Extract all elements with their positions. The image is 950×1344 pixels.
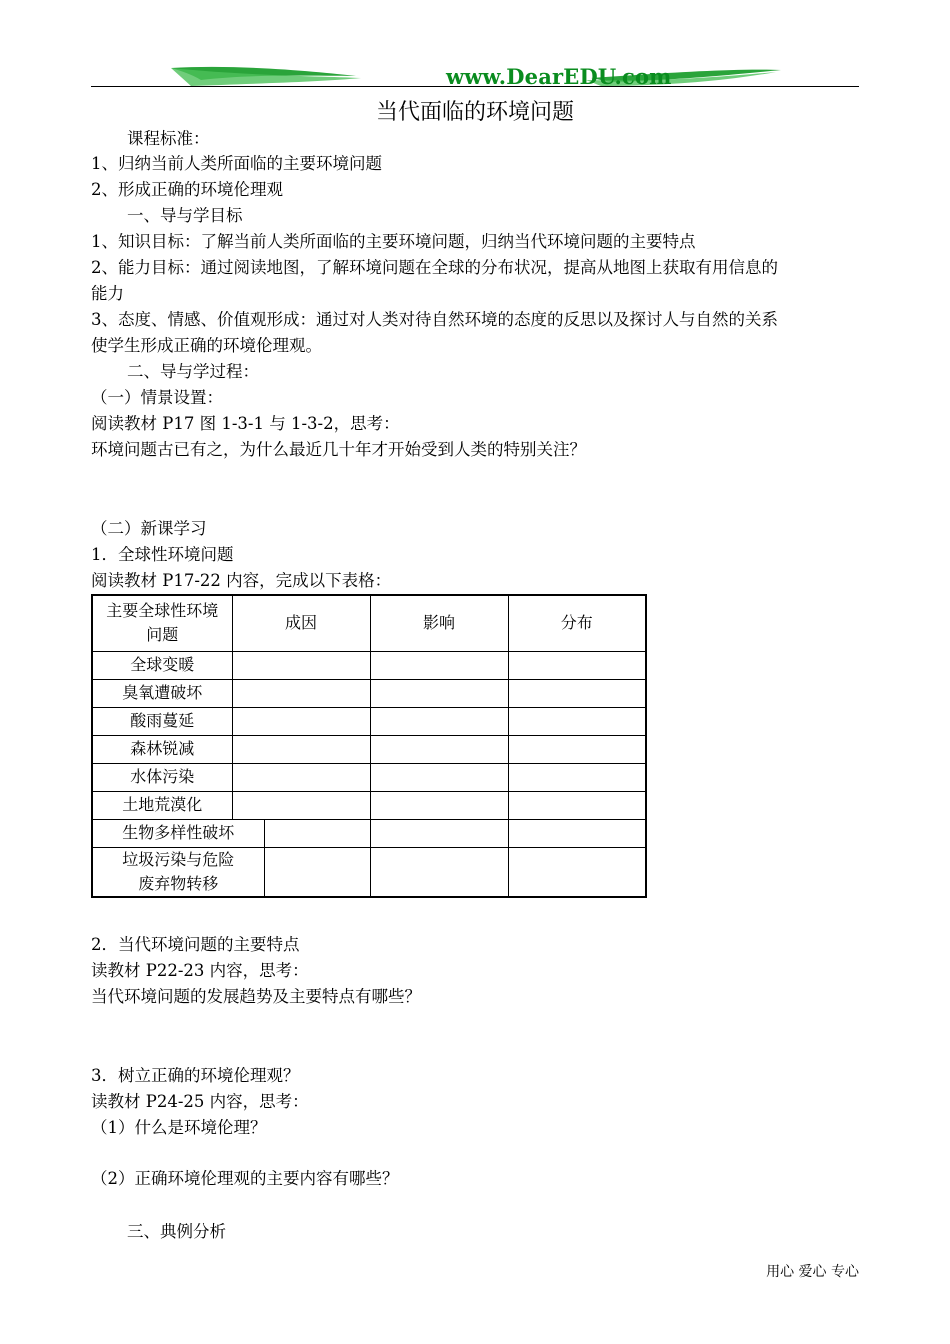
section-heading: 三、典例分析 (127, 1222, 226, 1241)
table-row-label: 土地荒漠化 (92, 791, 232, 819)
text-line: 1、归纳当前人类所面临的主要环境问题 (91, 154, 382, 173)
section-heading: 二、导与学过程： (127, 362, 259, 381)
table-cell[interactable] (508, 763, 646, 791)
table-row (92, 819, 646, 847)
table-cell[interactable] (370, 763, 508, 791)
text-line: （1）什么是环境伦理？ (91, 1118, 267, 1137)
text-line: （2）正确环境伦理观的主要内容有哪些？ (91, 1169, 399, 1188)
text-line: 课程标准： (127, 129, 210, 148)
table-cell[interactable] (232, 763, 370, 791)
table-cell[interactable] (508, 707, 646, 735)
text-line: 当代环境问题的发展趋势及主要特点有哪些？ (91, 987, 421, 1006)
text-line: 2、能力目标：通过阅读地图，了解环境问题在全球的分布状况，提高从地图上获取有用信息的 (91, 258, 778, 277)
table-row (92, 707, 646, 735)
table-header-row (92, 595, 646, 651)
text-line: 3．树立正确的环境伦理观？ (91, 1066, 300, 1085)
table-cell[interactable] (232, 651, 370, 679)
table-cell[interactable] (264, 847, 370, 897)
text-line: 读教材 P24-25 内容，思考： (91, 1092, 309, 1111)
table-row-label: 生物多样性破坏 (92, 819, 264, 847)
section-heading: 一、导与学目标 (127, 206, 243, 225)
table-row-label: 水体污染 (92, 763, 232, 791)
environment-issues-table (91, 594, 647, 898)
text-line: 能力 (91, 284, 124, 303)
table-cell[interactable] (232, 679, 370, 707)
text-line: 阅读教材 P17-22 内容，完成以下表格： (91, 571, 392, 590)
text-line: 环境问题古已有之，为什么最近几十年才开始受到人类的特别关注？ (91, 440, 586, 459)
table-row (92, 791, 646, 819)
table-header-cell: 成因 (232, 595, 370, 651)
text-line: 使学生形成正确的环境伦理观。 (91, 336, 322, 355)
table-header-cell: 影响 (370, 595, 508, 651)
text-line: （二）新课学习 (91, 519, 207, 538)
table-cell[interactable] (508, 819, 646, 847)
table-row (92, 735, 646, 763)
text-line: （一）情景设置： (91, 388, 223, 407)
table-cell[interactable] (508, 651, 646, 679)
table-cell[interactable] (264, 819, 370, 847)
table-row (92, 847, 646, 897)
table-cell[interactable] (370, 791, 508, 819)
table-row-label: 臭氧遭破坏 (92, 679, 232, 707)
table-row (92, 763, 646, 791)
table-cell[interactable] (370, 679, 508, 707)
text-line: 2．当代环境问题的主要特点 (91, 935, 300, 954)
table-row (92, 679, 646, 707)
logo-text: www.DearEDU.com (446, 64, 672, 89)
table-header-cell: 分布 (508, 595, 646, 651)
table-row-label: 森林锐减 (92, 735, 232, 763)
table-cell[interactable] (370, 707, 508, 735)
table-header-cell: 主要全球性环境 问题 (92, 595, 232, 651)
table-cell[interactable] (232, 791, 370, 819)
text-line: 阅读教材 P17 图 1-3-1 与 1-3-2，思考： (91, 414, 400, 433)
table-cell[interactable] (370, 847, 508, 897)
table-row-label: 酸雨蔓延 (92, 707, 232, 735)
text-line: 1．全球性环境问题 (91, 545, 234, 564)
table-cell[interactable] (508, 679, 646, 707)
table-row-label: 全球变暖 (92, 651, 232, 679)
table-cell[interactable] (508, 791, 646, 819)
table-cell[interactable] (232, 735, 370, 763)
text-line: 2、形成正确的环境伦理观 (91, 180, 283, 199)
text-line: 3、态度、情感、价值观形成：通过对人类对待自然环境的态度的反思以及探讨人与自然的关系 (91, 310, 778, 329)
header-rule (91, 86, 859, 87)
page-title: 当代面临的环境问题 (375, 100, 574, 125)
table-cell[interactable] (370, 735, 508, 763)
table-cell[interactable] (508, 735, 646, 763)
text-line: 读教材 P22-23 内容，思考： (91, 961, 309, 980)
text-line: 1、知识目标：了解当前人类所面临的主要环境问题，归纳当代环境问题的主要特点 (91, 232, 696, 251)
table-cell[interactable] (508, 847, 646, 897)
table-cell[interactable] (370, 651, 508, 679)
page-footer: 用心 爱心 专心 (766, 1264, 859, 1280)
table-row (92, 651, 646, 679)
table-row-label: 垃圾污染与危险 废弃物转移 (92, 847, 264, 897)
table-cell[interactable] (370, 819, 508, 847)
table-cell[interactable] (232, 707, 370, 735)
